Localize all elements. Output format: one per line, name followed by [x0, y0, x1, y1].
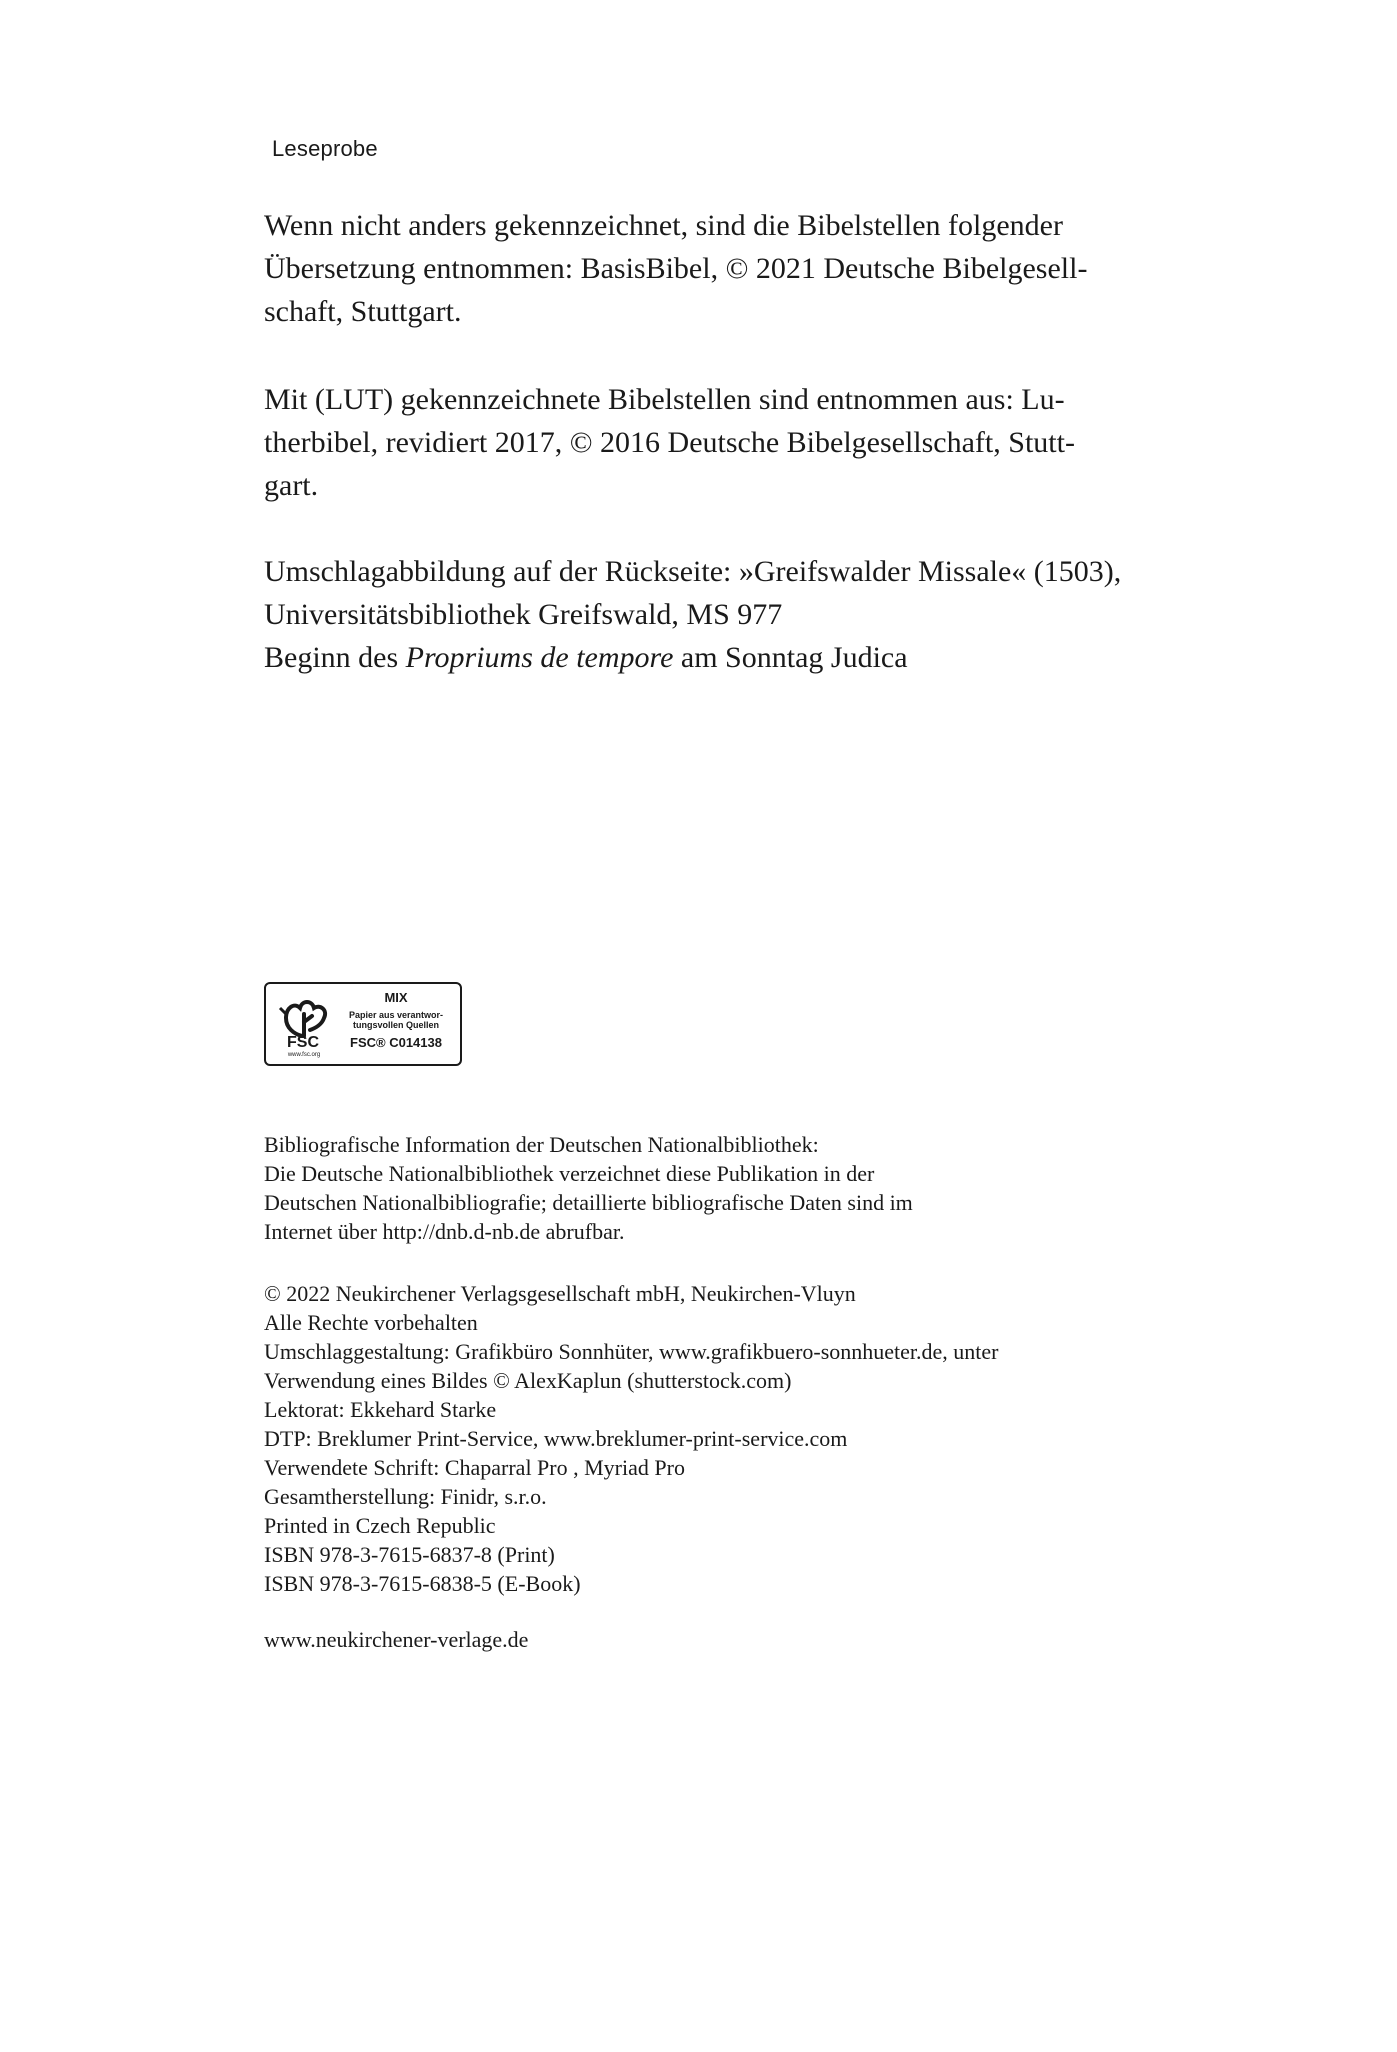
fsc-license-code: FSC® C014138 — [350, 1035, 442, 1050]
text-line: Universitätsbibliothek Greifswald, MS 977 — [264, 598, 783, 631]
cover-image-note — [264, 550, 1194, 679]
italic-title: Propriums de tempore — [405, 641, 674, 674]
imprint-details — [264, 1279, 1164, 1598]
text-line: © 2022 Neukirchener Verlagsgesellschaft mbH, Neukirchen-Vluyn — [264, 1281, 856, 1306]
text-line: Printed in Czech Republic — [264, 1513, 496, 1538]
fsc-paper-line: tungsvollen Quellen — [352, 1020, 439, 1030]
fsc-url-text: www.fsc.org — [287, 1052, 321, 1058]
text-line: Gesamtherstellung: Finidr, s.r.o. — [264, 1484, 547, 1509]
text-line: Internet über http://dnb.d-nb.de abrufbar. — [264, 1219, 625, 1244]
text-line: Alle Rechte vorbehalten — [264, 1310, 478, 1335]
text-segment: am Sonntag Judica — [673, 641, 908, 674]
isbn-ebook: ISBN 978-3-7615-6838-5 (E-Book) — [264, 1571, 581, 1596]
text-line: Bibliografische Information der Deutschen Nationalbibliothek: — [264, 1132, 819, 1157]
fsc-mix-text: MIX — [384, 990, 408, 1005]
text-line: DTP: Breklumer Print-Service, www.breklumer-print-service.com — [264, 1426, 848, 1451]
isbn-print: ISBN 978-3-7615-6837-8 (Print) — [264, 1542, 555, 1567]
text-line: Verwendete Schrift: Chaparral Pro , Myriad Pro — [264, 1455, 685, 1480]
bibliographic-information — [264, 1130, 1164, 1246]
fsc-text-block — [336, 990, 456, 1050]
text-line: Umschlaggestaltung: Grafikbüro Sonnhüter, www.grafikbuero-sonnhueter.de, unter — [264, 1339, 999, 1364]
text-line: Verwendung eines Bildes © AlexKaplun (shutterstock.com) — [264, 1368, 792, 1393]
text-line: Übersetzung entnommen: BasisBibel, © 2021 Deutsche Bibelgesell- — [264, 252, 1088, 285]
text-line: Wenn nicht anders gekennzeichnet, sind die Bibelstellen folgender — [264, 209, 1063, 242]
text-line: schaft, Stuttgart. — [264, 295, 462, 328]
text-line: Lektorat: Ekkehard Starke — [264, 1397, 497, 1422]
fsc-brand-text: FSC — [287, 1034, 319, 1051]
text-line: therbibel, revidiert 2017, © 2016 Deutsche Bibelgesellschaft, Stutt- — [264, 426, 1075, 459]
text-line: Mit (LUT) gekennzeichnete Bibelstellen sind entnommen aus: Lu- — [264, 383, 1065, 416]
text-line — [264, 636, 1194, 679]
publisher-website: www.neukirchener-verlage.de — [264, 1627, 529, 1652]
reading-sample-label: Leseprobe — [272, 136, 378, 161]
fsc-mix-label — [264, 982, 462, 1066]
fsc-paper-line: Papier aus verantwor- — [348, 1010, 444, 1020]
text-line: Die Deutsche Nationalbibliothek verzeichnet diese Publikation in der — [264, 1161, 875, 1186]
luther-bible-note — [264, 378, 1194, 507]
text-line: gart. — [264, 469, 319, 502]
text-segment: Beginn des — [264, 641, 406, 674]
text-line: Deutschen Nationalbibliografie; detaillierte bibliografische Daten sind im — [264, 1190, 913, 1215]
text-line: Umschlagabbildung auf der Rückseite: »Greifswalder Missale« (1503), — [264, 555, 1122, 588]
bible-translation-note — [264, 204, 1194, 333]
